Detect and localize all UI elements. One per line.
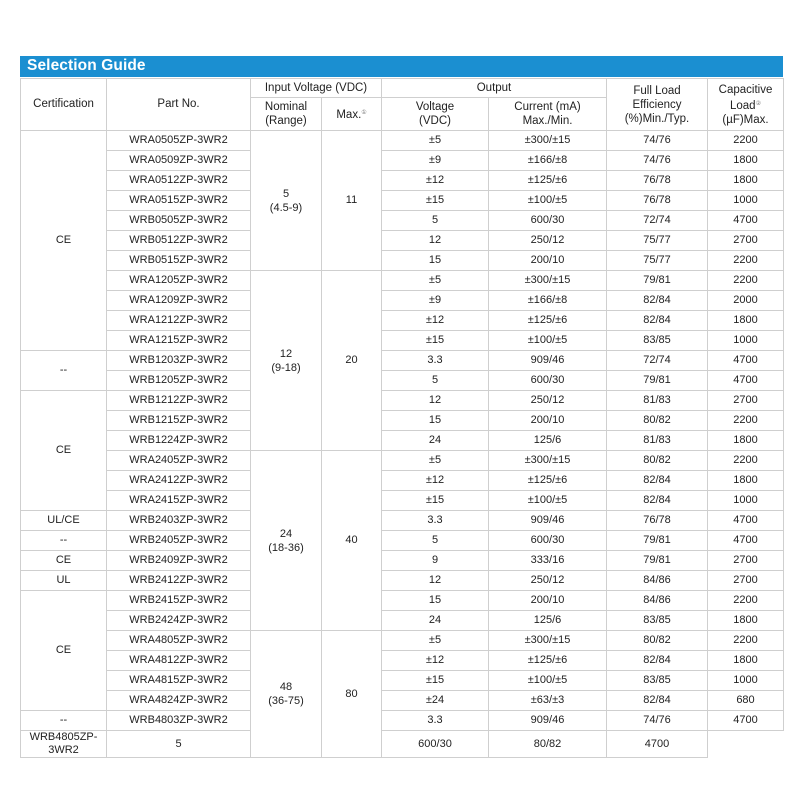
output-current-cell: ±125/±6 xyxy=(489,651,607,671)
capacitive-load-cell: 4700 xyxy=(708,531,784,551)
capacitive-load-cell: 4700 xyxy=(708,371,784,391)
part-number-cell: WRB0505ZP-3WR2 xyxy=(107,211,251,231)
table-row xyxy=(21,631,784,651)
output-voltage-cell: ±15 xyxy=(382,331,489,351)
table-row xyxy=(21,311,784,331)
capacitive-load-cell: 1800 xyxy=(708,471,784,491)
capacitive-load-cell: 2700 xyxy=(708,571,784,591)
efficiency-cell: 83/85 xyxy=(607,611,708,631)
part-number-cell: WRA2415ZP-3WR2 xyxy=(107,491,251,511)
capacitive-load-cell: 1800 xyxy=(708,311,784,331)
efficiency-cell: 76/78 xyxy=(607,171,708,191)
efficiency-cell: 80/82 xyxy=(607,451,708,471)
output-voltage-cell: 12 xyxy=(382,571,489,591)
capacitive-load-cell: 1000 xyxy=(708,331,784,351)
output-current-cell: 125/6 xyxy=(489,431,607,451)
efficiency-cell: 82/84 xyxy=(607,291,708,311)
header-nominal-line1: Nominal xyxy=(264,101,308,113)
part-number-cell: WRA4812ZP-3WR2 xyxy=(107,651,251,671)
output-current-cell: ±125/±6 xyxy=(489,311,607,331)
output-voltage-cell: 12 xyxy=(382,231,489,251)
capacitive-load-cell: 4700 xyxy=(607,731,708,758)
table-row xyxy=(21,611,784,631)
efficiency-cell: 76/78 xyxy=(607,191,708,211)
efficiency-cell: 81/83 xyxy=(607,431,708,451)
output-current-cell: 909/46 xyxy=(489,711,607,731)
output-voltage-cell: 24 xyxy=(382,611,489,631)
output-voltage-cell: 5 xyxy=(382,531,489,551)
part-number-cell: WRA0505ZP-3WR2 xyxy=(107,131,251,151)
output-voltage-cell: 5 xyxy=(382,371,489,391)
output-voltage-cell: ±5 xyxy=(382,131,489,151)
efficiency-cell: 80/82 xyxy=(607,411,708,431)
table-row xyxy=(21,711,784,731)
output-current-cell: ±100/±5 xyxy=(489,491,607,511)
table-row xyxy=(21,331,784,351)
efficiency-cell: 82/84 xyxy=(607,491,708,511)
capacitive-load-cell: 4700 xyxy=(708,351,784,371)
efficiency-cell: 79/81 xyxy=(607,271,708,291)
certification-cell: CE xyxy=(21,551,107,571)
output-voltage-cell: 15 xyxy=(382,591,489,611)
output-voltage-cell: 15 xyxy=(382,251,489,271)
max-voltage-cell: 20 xyxy=(322,271,382,451)
efficiency-cell: 82/84 xyxy=(607,651,708,671)
table-row xyxy=(21,211,784,231)
header-max-label: Max. xyxy=(336,108,362,121)
table-row xyxy=(21,571,784,591)
efficiency-cell: 82/84 xyxy=(607,311,708,331)
efficiency-cell: 72/74 xyxy=(607,211,708,231)
table-row xyxy=(21,191,784,211)
capacitive-load-cell: 2700 xyxy=(708,231,784,251)
table-row xyxy=(21,431,784,451)
footnote-2-marker: ② xyxy=(755,100,761,107)
capacitive-load-cell: 2200 xyxy=(708,251,784,271)
part-number-cell: WRB4805ZP-3WR2 xyxy=(21,731,107,758)
certification-cell: -- xyxy=(21,711,107,731)
efficiency-cell: 84/86 xyxy=(607,571,708,591)
part-number-cell: WRA4815ZP-3WR2 xyxy=(107,671,251,691)
header-capacitive-load xyxy=(708,79,784,131)
output-current-cell: 600/30 xyxy=(489,371,607,391)
output-current-cell: 250/12 xyxy=(489,391,607,411)
capacitive-load-cell: 2200 xyxy=(708,271,784,291)
table-row xyxy=(21,451,784,471)
max-voltage-cell: 40 xyxy=(322,451,382,631)
part-number-cell: WRB2412ZP-3WR2 xyxy=(107,571,251,591)
table-row xyxy=(21,731,784,758)
table-row xyxy=(21,491,784,511)
part-number-cell: WRA0509ZP-3WR2 xyxy=(107,151,251,171)
part-number-cell: WRB2415ZP-3WR2 xyxy=(107,591,251,611)
capacitive-load-cell: 1800 xyxy=(708,651,784,671)
capacitive-load-cell: 2700 xyxy=(708,551,784,571)
table-row xyxy=(21,391,784,411)
header-current-line2: Max./Min. xyxy=(522,115,573,127)
output-current-cell: ±300/±15 xyxy=(489,131,607,151)
certification-cell: CE xyxy=(21,391,107,511)
nominal-voltage-range: (18-36) xyxy=(268,541,304,554)
part-number-cell: WRA0512ZP-3WR2 xyxy=(107,171,251,191)
nominal-voltage-cell xyxy=(251,631,322,758)
output-current-cell: ±300/±15 xyxy=(489,451,607,471)
output-current-cell: 333/16 xyxy=(489,551,607,571)
output-voltage-cell: ±12 xyxy=(382,651,489,671)
table-row xyxy=(21,671,784,691)
efficiency-cell: 74/76 xyxy=(607,151,708,171)
table-row xyxy=(21,531,784,551)
efficiency-cell: 75/77 xyxy=(607,231,708,251)
output-current-cell: 250/12 xyxy=(489,571,607,591)
part-number-cell: WRA1209ZP-3WR2 xyxy=(107,291,251,311)
output-current-cell: 125/6 xyxy=(489,611,607,631)
capacitive-load-cell: 1800 xyxy=(708,611,784,631)
output-voltage-cell: 24 xyxy=(382,431,489,451)
output-current-cell: ±166/±8 xyxy=(489,291,607,311)
part-number-cell: WRB2405ZP-3WR2 xyxy=(107,531,251,551)
nominal-voltage-cell xyxy=(251,131,322,271)
output-voltage-cell: ±12 xyxy=(382,311,489,331)
header-current xyxy=(489,98,607,131)
header-capacitive-line1: Capacitive xyxy=(718,83,773,96)
capacitive-load-cell: 2700 xyxy=(708,391,784,411)
nominal-voltage-value: 48 xyxy=(279,681,293,693)
table-row xyxy=(21,411,784,431)
output-voltage-cell: 5 xyxy=(382,211,489,231)
efficiency-cell: 83/85 xyxy=(607,331,708,351)
part-number-cell: WRA1212ZP-3WR2 xyxy=(107,311,251,331)
table-row xyxy=(21,171,784,191)
table-row xyxy=(21,291,784,311)
table-row xyxy=(21,511,784,531)
nominal-voltage-cell xyxy=(251,271,322,451)
header-efficiency-line3: (%)Min./Typ. xyxy=(624,112,690,125)
table-row xyxy=(21,691,784,711)
certification-cell: CE xyxy=(21,591,107,711)
table-row xyxy=(21,231,784,251)
output-voltage-cell: ±5 xyxy=(382,451,489,471)
table-row xyxy=(21,131,784,151)
header-voltage-line2: (VDC) xyxy=(419,115,451,127)
part-number-cell: WRB4803ZP-3WR2 xyxy=(107,711,251,731)
output-voltage-cell: 12 xyxy=(382,391,489,411)
header-certification: Certification xyxy=(21,79,107,131)
part-number-cell: WRB1205ZP-3WR2 xyxy=(107,371,251,391)
part-number-cell: WRB1224ZP-3WR2 xyxy=(107,431,251,451)
header-max xyxy=(322,98,382,131)
certification-cell: CE xyxy=(21,131,107,351)
capacitive-load-cell: 2200 xyxy=(708,591,784,611)
part-number-cell: WRA2412ZP-3WR2 xyxy=(107,471,251,491)
output-current-cell: ±100/±5 xyxy=(489,331,607,351)
capacitive-load-cell: 2200 xyxy=(708,131,784,151)
header-part-no: Part No. xyxy=(107,79,251,131)
header-efficiency-line1: Full Load xyxy=(633,84,681,97)
section-banner xyxy=(20,56,783,77)
header-capacitive-line2 xyxy=(708,97,783,113)
output-current-cell: ±125/±6 xyxy=(489,171,607,191)
output-voltage-cell: ±24 xyxy=(382,691,489,711)
part-number-cell: WRA1205ZP-3WR2 xyxy=(107,271,251,291)
efficiency-cell: 74/76 xyxy=(607,131,708,151)
output-current-cell: ±100/±5 xyxy=(489,671,607,691)
max-voltage-cell: 80 xyxy=(322,631,382,758)
part-number-cell: WRB1212ZP-3WR2 xyxy=(107,391,251,411)
capacitive-load-cell: 1000 xyxy=(708,191,784,211)
table-row xyxy=(21,591,784,611)
footnote-1-marker: ① xyxy=(361,109,367,116)
capacitive-load-cell: 2200 xyxy=(708,451,784,471)
section-title: Selection Guide xyxy=(27,57,146,74)
header-capacitive-line3: (µF)Max. xyxy=(722,113,769,126)
capacitive-load-cell: 680 xyxy=(708,691,784,711)
efficiency-cell: 80/82 xyxy=(489,731,607,758)
header-output: Output xyxy=(382,79,607,98)
header-voltage xyxy=(382,98,489,131)
header-input-voltage: Input Voltage (VDC) xyxy=(251,79,382,98)
header-nominal-line2: (Range) xyxy=(265,115,307,127)
efficiency-cell: 79/81 xyxy=(607,371,708,391)
capacitive-load-cell: 1000 xyxy=(708,491,784,511)
part-number-cell: WRB1215ZP-3WR2 xyxy=(107,411,251,431)
part-number-cell: WRA2405ZP-3WR2 xyxy=(107,451,251,471)
header-current-line1: Current (mA) xyxy=(514,101,581,113)
table-row xyxy=(21,371,784,391)
efficiency-cell: 72/74 xyxy=(607,351,708,371)
part-number-cell: WRA4824ZP-3WR2 xyxy=(107,691,251,711)
nominal-voltage-value: 24 xyxy=(279,527,293,540)
table-row xyxy=(21,351,784,371)
part-number-cell: WRB2403ZP-3WR2 xyxy=(107,511,251,531)
table-row xyxy=(21,151,784,171)
output-current-cell: ±63/±3 xyxy=(489,691,607,711)
part-number-cell: WRB2409ZP-3WR2 xyxy=(107,551,251,571)
efficiency-cell: 75/77 xyxy=(607,251,708,271)
output-current-cell: ±125/±6 xyxy=(489,471,607,491)
efficiency-cell: 79/81 xyxy=(607,551,708,571)
capacitive-load-cell: 4700 xyxy=(708,711,784,731)
table-row xyxy=(21,651,784,671)
output-voltage-cell: 3.3 xyxy=(382,511,489,531)
efficiency-cell: 84/86 xyxy=(607,591,708,611)
output-voltage-cell: ±15 xyxy=(382,491,489,511)
capacitive-load-cell: 4700 xyxy=(708,511,784,531)
efficiency-cell: 83/85 xyxy=(607,671,708,691)
header-voltage-line1: Voltage xyxy=(415,101,455,113)
part-number-cell: WRB1203ZP-3WR2 xyxy=(107,351,251,371)
certification-cell: -- xyxy=(21,351,107,391)
table-row xyxy=(21,471,784,491)
output-voltage-cell: ±9 xyxy=(382,151,489,171)
table-row xyxy=(21,271,784,291)
capacitive-load-cell: 2200 xyxy=(708,631,784,651)
output-current-cell: ±166/±8 xyxy=(489,151,607,171)
output-voltage-cell: ±5 xyxy=(382,631,489,651)
efficiency-cell: 80/82 xyxy=(607,631,708,651)
nominal-voltage-range: (36-75) xyxy=(268,695,304,707)
nominal-voltage-range: (4.5-9) xyxy=(269,201,303,214)
max-voltage-cell: 11 xyxy=(322,131,382,271)
output-current-cell: 600/30 xyxy=(489,531,607,551)
part-number-cell: WRB0512ZP-3WR2 xyxy=(107,231,251,251)
output-voltage-cell: 15 xyxy=(382,411,489,431)
nominal-voltage-range: (9-18) xyxy=(271,361,301,374)
output-voltage-cell: 3.3 xyxy=(382,351,489,371)
output-current-cell: 600/30 xyxy=(489,211,607,231)
output-current-cell: ±100/±5 xyxy=(489,191,607,211)
output-current-cell: ±300/±15 xyxy=(489,631,607,651)
part-number-cell: WRB2424ZP-3WR2 xyxy=(107,611,251,631)
part-number-cell: WRA4805ZP-3WR2 xyxy=(107,631,251,651)
selection-guide-table xyxy=(20,78,784,758)
part-number-cell: WRA0515ZP-3WR2 xyxy=(107,191,251,211)
capacitive-load-cell: 2200 xyxy=(708,411,784,431)
certification-cell: UL/CE xyxy=(21,511,107,531)
output-voltage-cell: 9 xyxy=(382,551,489,571)
output-voltage-cell: ±12 xyxy=(382,171,489,191)
output-current-cell: 909/46 xyxy=(489,351,607,371)
efficiency-cell: 81/83 xyxy=(607,391,708,411)
table-row xyxy=(21,551,784,571)
efficiency-cell: 76/78 xyxy=(607,511,708,531)
nominal-voltage-cell xyxy=(251,451,322,631)
header-capacitive-load-label: Load xyxy=(730,99,756,112)
efficiency-cell: 74/76 xyxy=(607,711,708,731)
nominal-voltage-value: 5 xyxy=(282,187,290,200)
nominal-voltage-value: 12 xyxy=(279,347,293,360)
output-current-cell: 250/12 xyxy=(489,231,607,251)
output-voltage-cell: 5 xyxy=(107,731,251,758)
table-row xyxy=(21,251,784,271)
output-voltage-cell: ±12 xyxy=(382,471,489,491)
part-number-cell: WRA1215ZP-3WR2 xyxy=(107,331,251,351)
table-body xyxy=(21,131,784,758)
header-efficiency-line2: Efficiency xyxy=(632,98,682,111)
output-voltage-cell: ±15 xyxy=(382,671,489,691)
header-efficiency xyxy=(607,79,708,131)
output-current-cell: 600/30 xyxy=(382,731,489,758)
output-voltage-cell: ±9 xyxy=(382,291,489,311)
capacitive-load-cell: 2000 xyxy=(708,291,784,311)
part-number-cell: WRB0515ZP-3WR2 xyxy=(107,251,251,271)
efficiency-cell: 82/84 xyxy=(607,691,708,711)
output-voltage-cell: ±5 xyxy=(382,271,489,291)
output-current-cell: 909/46 xyxy=(489,511,607,531)
certification-cell: -- xyxy=(21,531,107,551)
capacitive-load-cell: 1800 xyxy=(708,151,784,171)
output-current-cell: 200/10 xyxy=(489,591,607,611)
output-voltage-cell: 3.3 xyxy=(382,711,489,731)
capacitive-load-cell: 1800 xyxy=(708,431,784,451)
output-current-cell: ±300/±15 xyxy=(489,271,607,291)
capacitive-load-cell: 1800 xyxy=(708,171,784,191)
header-nominal xyxy=(251,98,322,131)
output-current-cell: 200/10 xyxy=(489,251,607,271)
certification-cell: UL xyxy=(21,571,107,591)
efficiency-cell: 79/81 xyxy=(607,531,708,551)
output-current-cell: 200/10 xyxy=(489,411,607,431)
capacitive-load-cell: 1000 xyxy=(708,671,784,691)
capacitive-load-cell: 4700 xyxy=(708,211,784,231)
output-voltage-cell: ±15 xyxy=(382,191,489,211)
efficiency-cell: 82/84 xyxy=(607,471,708,491)
